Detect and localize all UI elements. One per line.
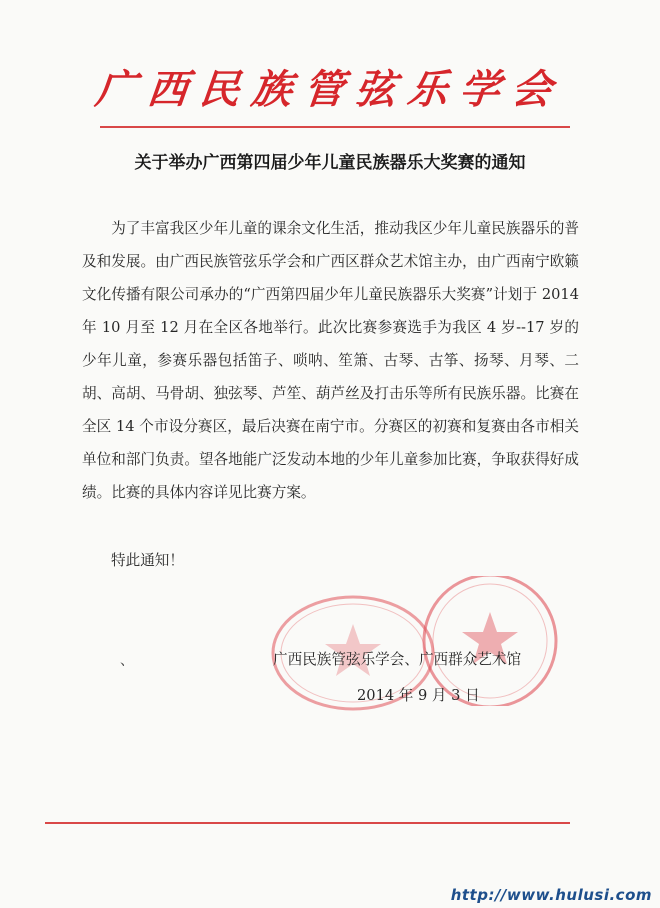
signatories: 广西民族管弦乐学会、广西群众艺术馆	[273, 651, 522, 668]
site-watermark: http://www.hulusi.com	[450, 886, 652, 904]
letterhead-divider	[100, 126, 570, 128]
closing-line: 特此通知！	[111, 552, 184, 569]
notice-body	[82, 212, 579, 509]
footer-divider	[45, 822, 570, 824]
document-date: 2014 年 9 月 3 日	[357, 687, 480, 704]
letterhead: 广西民族管弦乐学会	[93, 66, 567, 113]
notice-paragraph: 为了丰富我区少年儿童的课余文化生活，推动我区少年儿童民族器乐的普及和发展。由广西民族管弦乐学会和广西区群众艺术馆主办，由广西南宁欧籁文化传播有限公司承办的“广西第四届少年儿童民族器乐大奖赛”计划于 2014 年 10 月至 12 月在全区各地举行。此次比赛参赛选手为我区 4 岁--17 岁的少年儿童，参赛乐器包括笛子、唢呐、笙箫、古琴、古筝、扬琴、月琴、二胡、高胡、马骨胡、独弦琴、芦笙、葫芦丝及打击乐等所有民族乐器。比赛在全区 14 个市设分赛区，最后决赛在南宁市。分赛区的初赛和复赛由各市相关单位和部门负责。望各地能广泛发动本地的少年儿童参加比赛，争取获得好成绩。比赛的具体内容详见比赛方案。	[82, 220, 579, 501]
stray-mark: 、	[120, 653, 134, 669]
document-title: 关于举办广西第四届少年儿童民族器乐大奖赛的通知	[134, 153, 526, 173]
